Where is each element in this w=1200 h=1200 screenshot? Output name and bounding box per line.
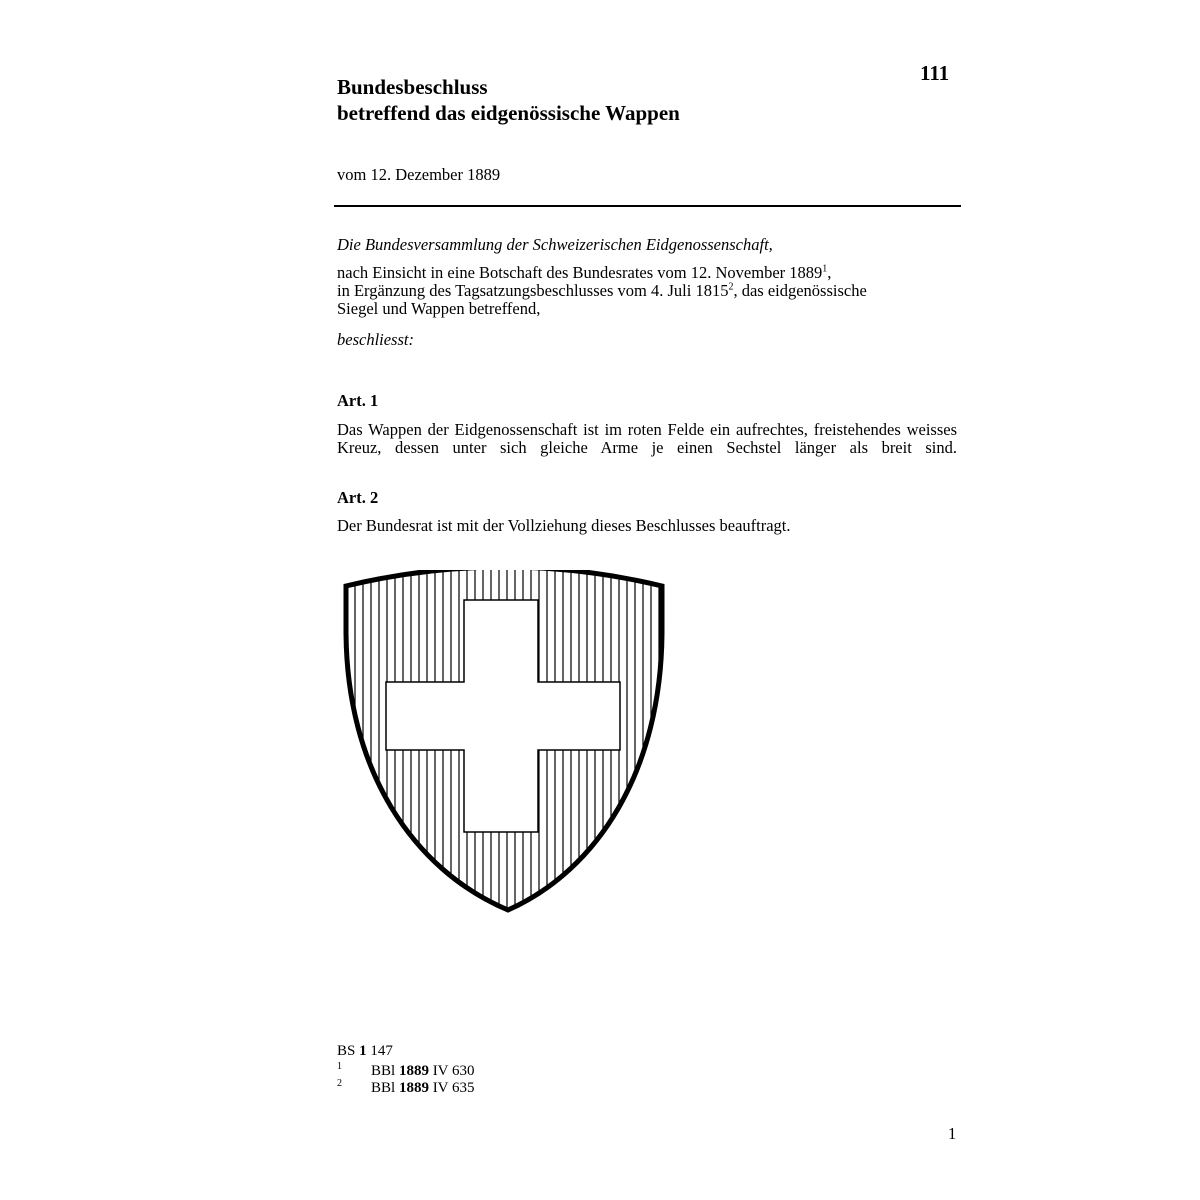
page-number-top: 111: [920, 61, 950, 85]
title-divider: [334, 205, 961, 207]
title-line-2: betreffend das eidgenössische Wappen: [337, 101, 680, 125]
preamble-authority: Die Bundesversammlung der Schweizerischen Eidgenossenschaft,: [337, 235, 773, 254]
article-2-heading: Art. 2: [337, 488, 379, 507]
preamble-body: [337, 264, 867, 318]
preamble-line-1: nach Einsicht in eine Botschaft des Bundesrates vom 12. November 1889$^1$,: [337, 263, 832, 282]
decree-date: vom 12. Dezember 1889: [337, 165, 501, 184]
article-1-text: Das Wappen der Eidgenossenschaft ist im roten Felde ein aufrechtes, freistehendes weisses Kreuz, dessen unter sich gleiche Arme je einen Sechstel länger als breit sind.: [337, 420, 957, 457]
article-2-text: Der Bundesrat ist mit der Vollziehung dieses Beschlusses beauftragt.: [337, 516, 791, 535]
preamble-line-3: Siegel und Wappen betreffend,: [337, 299, 541, 318]
preamble-resolves: beschliesst:: [337, 330, 414, 349]
swiss-coat-of-arms-icon: [338, 570, 670, 920]
footnote-1-text: BBl 1889 IV 630: [371, 1063, 475, 1079]
preamble-line-2: in Ergänzung des Tagsatzungsbeschlusses vom 4. Juli 1815$^2$, das eidgenössische: [337, 281, 867, 300]
page-number-bottom: 1: [948, 1124, 957, 1143]
footnote-ref-1: 1: [822, 263, 828, 275]
document-title: [337, 74, 680, 126]
article-1-heading: Art. 1: [337, 391, 379, 410]
footnote-ref-2: 2: [728, 281, 734, 293]
footnote-1-number: 1: [337, 1061, 342, 1072]
footnote-2-text: BBl 1889 IV 635: [371, 1080, 475, 1096]
title-line-1: Bundesbeschluss: [337, 75, 488, 99]
source-reference: BS 1 147: [337, 1043, 393, 1059]
footnote-2-number: 2: [337, 1078, 342, 1089]
